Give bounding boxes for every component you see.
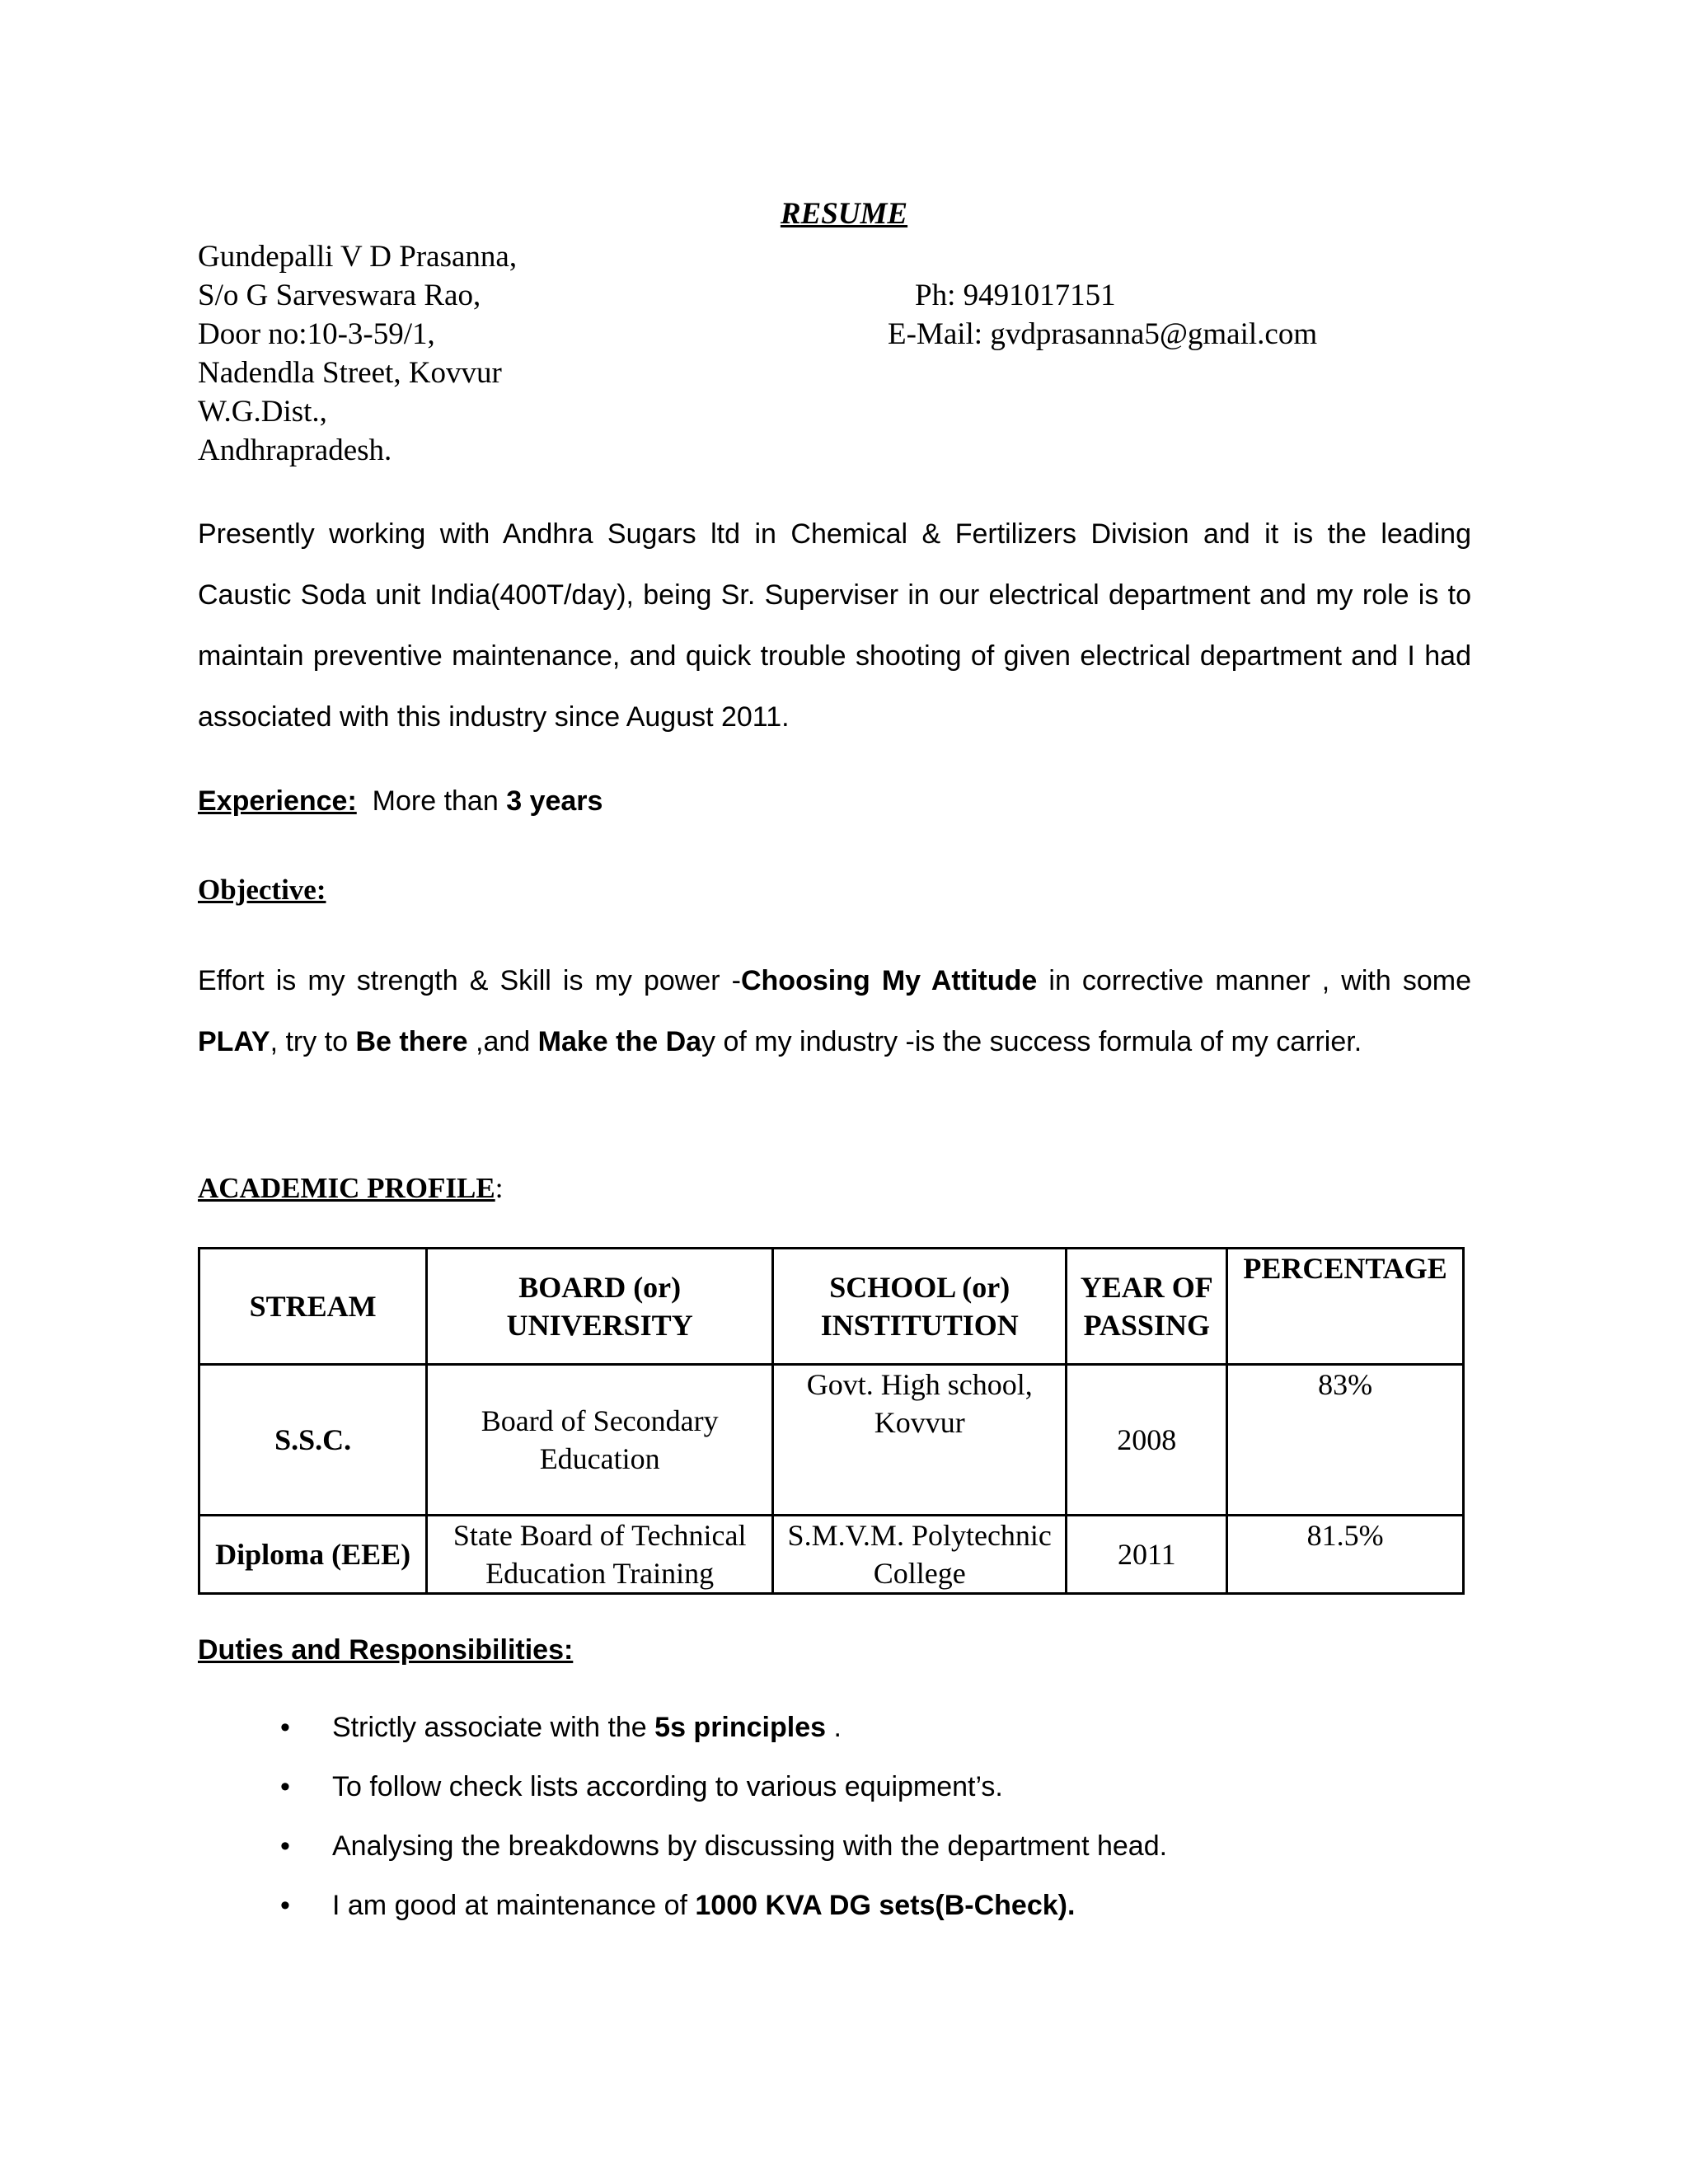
duties-list [198,1698,1167,1935]
header-percentage: PERCENTAGE [1227,1249,1464,1365]
cell-year: 2011 [1067,1516,1227,1594]
academic-heading: ACADEMIC PROFILE [198,1172,495,1204]
phone-number: Ph: 9491017151 [915,279,1116,312]
duty-text: Analysing the breakdowns by discussing with the department head. [332,1830,1168,1862]
experience-value: 3 years [506,785,603,817]
objective-bold-4: Make the Da [537,1026,702,1057]
objective-heading: Objective: [198,874,326,906]
header-stream: STREAM [199,1249,427,1365]
summary-paragraph: Presently working with Andhra Sugars ltd in Chemical & Fertilizers Division and it is the leading Caustic Soda unit India(400T/day), being Sr. Superviser in our electrical department and my role is to maintain preventive maintenance, and quick trouble shooting of given electrical department and I had associated with this industry since August 2011. [198,518,1471,733]
experience-prefix: More than [372,785,499,817]
objective-text-2: in corrective manner , with some [1037,965,1471,996]
duty-text: To follow check lists according to various equipment’s. [332,1771,1003,1802]
bullet-icon: • [280,1771,290,1802]
street: Nadendla Street, Kovvur [198,356,502,390]
table-row [199,1365,1464,1516]
state: Andhrapradesh. [198,434,392,467]
bullet-icon: • [280,1712,290,1743]
candidate-name: Gundepalli V D Prasanna, [198,240,518,274]
objective-text-3: , try to [270,1026,356,1057]
duties-heading: Duties and Responsibilities: [198,1634,574,1666]
academic-heading-colon: : [495,1172,504,1204]
duty-after: . [826,1712,842,1743]
cell-school: Govt. High school, Kovvur [773,1365,1067,1516]
cell-percentage: 83% [1227,1365,1464,1516]
experience-label: Experience: [198,785,357,817]
duty-text: Strictly associate with the [332,1712,655,1743]
objective-paragraph [198,950,1471,1072]
cell-stream: S.S.C. [199,1365,427,1516]
duty-bold: 1000 KVA DG sets(B-Check). [695,1890,1076,1921]
header-board: BOARD (or) UNIVERSITY [427,1249,773,1365]
objective-text-1: Effort is my strength & Skill is my power - [198,965,741,996]
bullet-icon: • [280,1830,290,1862]
email-address: E-Mail: gvdprasanna5@gmail.com [888,317,1318,351]
cell-board: Board of Secondary Education [427,1365,773,1516]
objective-bold-2: PLAY [198,1026,270,1057]
academic-table [198,1247,1465,1595]
experience-line [198,783,603,819]
list-item [198,1757,1167,1816]
academic-heading-line [198,1170,503,1207]
district: W.G.Dist., [198,395,327,429]
bullet-icon: • [280,1890,290,1921]
duty-text: I am good at maintenance of [332,1890,696,1921]
header-year: YEAR OF PASSING [1067,1249,1227,1365]
cell-stream: Diploma (EEE) [199,1516,427,1594]
resume-title: RESUME [780,197,908,231]
cell-school: S.M.V.M. Polytechnic College [773,1516,1067,1594]
address-block [198,237,517,470]
cell-percentage: 81.5% [1227,1516,1464,1594]
cell-year: 2008 [1067,1365,1227,1516]
father-name: S/o G Sarveswara Rao, [198,279,481,312]
objective-bold-1: Choosing My Attitude [740,965,1038,996]
objective-text-4: ,and [467,1026,538,1057]
objective-text-5: y of my industry -is the success formula of my carrier. [701,1026,1362,1057]
list-item [198,1876,1167,1935]
list-item [198,1816,1167,1876]
header-school: SCHOOL (or) INSTITUTION [773,1249,1067,1365]
duty-bold: 5s principles [654,1712,827,1743]
cell-board: State Board of Technical Education Training [427,1516,773,1594]
academic-header-row [199,1249,1464,1365]
list-item [198,1698,1167,1757]
table-row [199,1516,1464,1594]
objective-bold-3: Be there [355,1026,468,1057]
door-number: Door no:10-3-59/1, [198,317,435,351]
